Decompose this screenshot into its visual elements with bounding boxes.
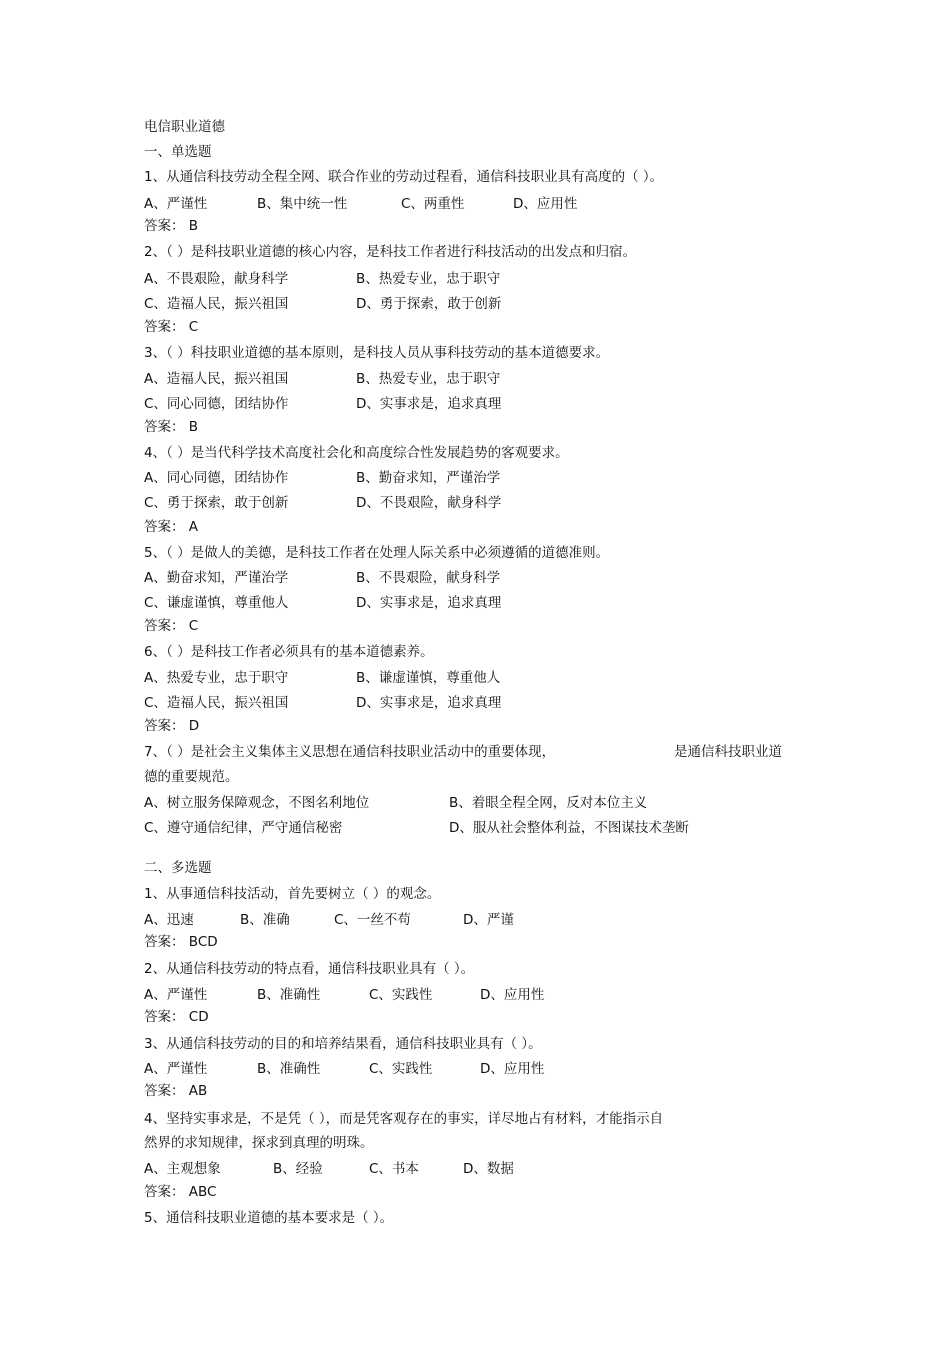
option-b: B、谦虚谨慎，尊重他人 xyxy=(356,670,501,686)
answer: 答案： B xyxy=(144,218,199,234)
question-stem: 3、（ ）科技职业道德的基本原则，是科技人员从事科技劳动的基本道德要求。 xyxy=(144,345,610,361)
option-b: B、准确 xyxy=(240,912,290,928)
option-c: C、两重性 xyxy=(401,196,465,212)
answer: 答案： CD xyxy=(144,1009,209,1025)
question-stem: 2、（ ）是科技职业道德的核心内容，是科技工作者进行科技活动的出发点和归宿。 xyxy=(144,244,637,260)
option-b: B、热爱专业，忠于职守 xyxy=(356,271,501,287)
option-c: C、一丝不苟 xyxy=(334,912,411,928)
answer: 答案： C xyxy=(144,319,199,335)
question-stem-line2: 德的重要规范。 xyxy=(144,769,239,785)
question-stem: 7、（ ）是社会主义集体主义思想在通信科技职业活动中的重要体现， xyxy=(144,744,556,760)
document-title: 电信职业道德 xyxy=(144,119,225,135)
option-b: B、经验 xyxy=(273,1161,323,1177)
option-d: D、应用性 xyxy=(480,1061,545,1077)
question-stem: 1、从通信科技劳动全程全网、联合作业的劳动过程看，通信科技职业具有高度的（ ）。 xyxy=(144,169,664,185)
option-a: A、严谨性 xyxy=(144,987,208,1003)
option-a: A、同心同德，团结协作 xyxy=(144,470,289,486)
question-stem: 5、通信科技职业道德的基本要求是（ ）。 xyxy=(144,1210,394,1226)
question-stem: 1、从事通信科技活动，首先要树立（ ）的观念。 xyxy=(144,886,441,902)
option-c: C、勇于探索，敢于创新 xyxy=(144,495,289,511)
question-stem-continued: 是通信科技职业道 xyxy=(674,744,782,760)
option-d: D、实事求是，追求真理 xyxy=(356,396,502,412)
option-a: A、不畏艰险，献身科学 xyxy=(144,271,289,287)
option-b: B、准确性 xyxy=(257,987,321,1003)
option-a: A、热爱专业，忠于职守 xyxy=(144,670,289,686)
question-stem-line2: 然界的求知规律，探求到真理的明珠。 xyxy=(144,1135,374,1151)
option-c: C、谦虚谨慎，尊重他人 xyxy=(144,595,289,611)
option-b: B、不畏艰险，献身科学 xyxy=(356,570,501,586)
question-stem: 6、（ ）是科技工作者必须具有的基本道德素养。 xyxy=(144,644,434,660)
answer: 答案： ABC xyxy=(144,1184,217,1200)
option-d: D、严谨 xyxy=(463,912,514,928)
option-d: D、应用性 xyxy=(513,196,578,212)
option-c: C、造福人民，振兴祖国 xyxy=(144,695,289,711)
option-d: D、应用性 xyxy=(480,987,545,1003)
question-stem: 5、（ ）是做人的美德，是科技工作者在处理人际关系中必须遵循的道德准则。 xyxy=(144,545,610,561)
section-heading-multiple-choice: 二、多选题 xyxy=(144,860,212,876)
option-d: D、实事求是，追求真理 xyxy=(356,695,502,711)
option-b: B、集中统一性 xyxy=(257,196,348,212)
question-stem: 4、（ ）是当代科学技术高度社会化和高度综合性发展趋势的客观要求。 xyxy=(144,445,569,461)
option-a: A、严谨性 xyxy=(144,1061,208,1077)
question-stem: 2、从通信科技劳动的特点看，通信科技职业具有（ ）。 xyxy=(144,961,475,977)
option-d: D、不畏艰险，献身科学 xyxy=(356,495,502,511)
option-b: B、勤奋求知，严谨治学 xyxy=(356,470,501,486)
question-stem: 4、坚持实事求是，不是凭（ ），而是凭客观存在的事实，详尽地占有材料，才能指示自 xyxy=(144,1111,664,1127)
option-c: C、实践性 xyxy=(369,1061,433,1077)
option-c: C、同心同德，团结协作 xyxy=(144,396,289,412)
option-c: C、实践性 xyxy=(369,987,433,1003)
option-b: B、着眼全程全网，反对本位主义 xyxy=(449,795,648,811)
option-a: A、主观想象 xyxy=(144,1161,221,1177)
answer: 答案： A xyxy=(144,519,199,535)
option-b: B、准确性 xyxy=(257,1061,321,1077)
option-c: C、遵守通信纪律，严守通信秘密 xyxy=(144,820,343,836)
option-a: A、严谨性 xyxy=(144,196,208,212)
option-d: D、数据 xyxy=(463,1161,514,1177)
option-d: D、实事求是，追求真理 xyxy=(356,595,502,611)
option-d: D、服从社会整体利益，不图谋技术垄断 xyxy=(449,820,689,836)
answer: 答案： B xyxy=(144,419,199,435)
section-heading-single-choice: 一、单选题 xyxy=(144,144,212,160)
answer: 答案： BCD xyxy=(144,934,218,950)
option-a: A、树立服务保障观念，不图名利地位 xyxy=(144,795,370,811)
question-stem: 3、从通信科技劳动的目的和培养结果看，通信科技职业具有（ ）。 xyxy=(144,1036,542,1052)
answer: 答案： D xyxy=(144,718,200,734)
option-a: A、勤奋求知，严谨治学 xyxy=(144,570,289,586)
answer: 答案： AB xyxy=(144,1083,208,1099)
answer: 答案： C xyxy=(144,618,199,634)
option-b: B、热爱专业，忠于职守 xyxy=(356,371,501,387)
option-d: D、勇于探索，敢于创新 xyxy=(356,296,502,312)
option-c: C、造福人民，振兴祖国 xyxy=(144,296,289,312)
option-c: C、书本 xyxy=(369,1161,419,1177)
option-a: A、迅速 xyxy=(144,912,194,928)
option-a: A、造福人民，振兴祖国 xyxy=(144,371,289,387)
